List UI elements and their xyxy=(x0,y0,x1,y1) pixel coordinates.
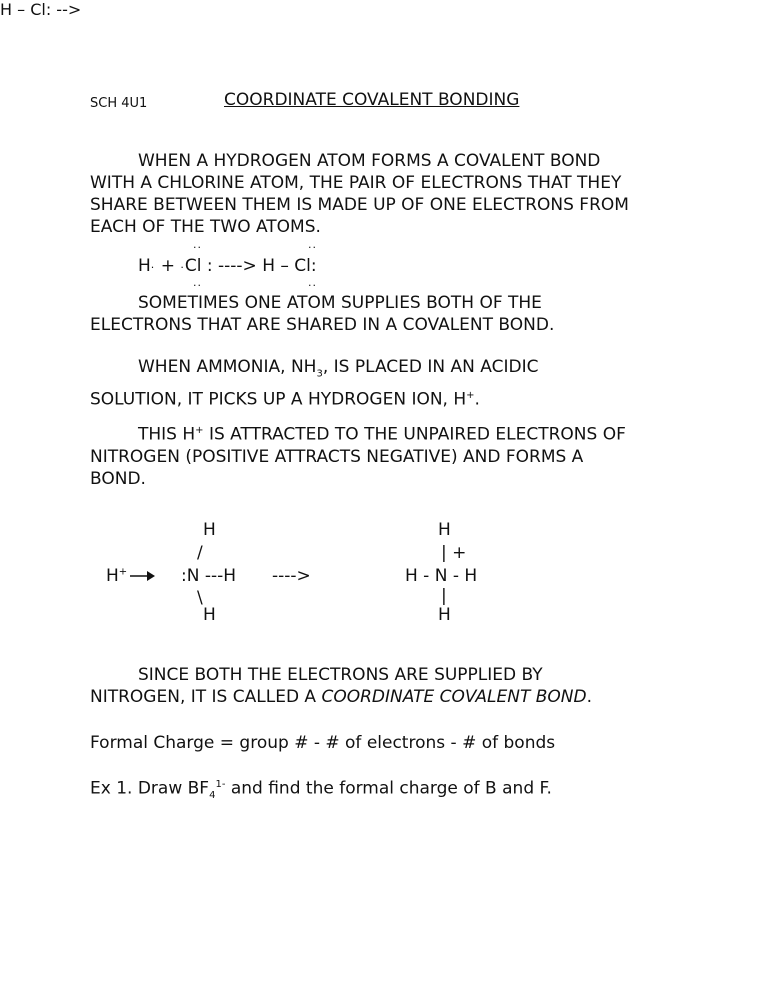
product-lone-pair-bottom: ·· xyxy=(308,279,317,292)
text-line: and find the formal charge of B and F. xyxy=(225,778,552,799)
nh4-bottom-h: H xyxy=(438,605,451,625)
arrow-icon xyxy=(130,568,156,584)
text-line: . xyxy=(586,687,592,707)
eq-h: H xyxy=(138,256,151,276)
cl-lone-pair-top: ·· xyxy=(193,241,202,254)
eq-cl-pair: : xyxy=(206,256,213,276)
text-line: NITROGEN, IT IS CALLED A xyxy=(90,687,322,707)
nh3-slash: / xyxy=(197,543,203,563)
text-line: WHEN A HYDROGEN ATOM FORMS A COVALENT BOND xyxy=(138,151,601,171)
text-line: SOLUTION, IT PICKS UP A HYDROGEN ION, H xyxy=(90,390,467,411)
cl-lone-pair-bottom: ·· xyxy=(193,279,202,292)
nh3-center: :N ---H xyxy=(181,566,237,586)
hplus-symbol: H xyxy=(106,566,119,586)
eq-arrow: ----> xyxy=(218,256,257,276)
eq-h-electron: · xyxy=(150,261,156,274)
term-emphasis: COORDINATE COVALENT BOND xyxy=(321,687,587,707)
text-line: SINCE BOTH THE ELECTRONS ARE SUPPLIED BY xyxy=(138,665,543,685)
reaction-arrow: ----> xyxy=(272,566,311,586)
superscript: 1- xyxy=(215,779,226,790)
nh3-backslash: \ xyxy=(197,588,203,608)
nh4-center: H - N - H xyxy=(405,566,478,586)
paragraph-definition xyxy=(90,664,592,708)
text-line: Ex 1. Draw BF xyxy=(90,778,210,799)
product-lone-pair-top: ·· xyxy=(308,241,317,254)
nh3-top-h: H xyxy=(203,520,216,540)
course-code: SCH 4U1 xyxy=(90,96,148,111)
text-line: SHARE BETWEEN THEM IS MADE UP OF ONE ELECTRONS FROM xyxy=(90,195,629,215)
hplus-charge: + xyxy=(118,566,128,578)
text-line: THIS H xyxy=(138,424,196,445)
text-line: NITROGEN (POSITIVE ATTRACTS NEGATIVE) AND FORMS A xyxy=(90,446,584,467)
nh4-top-h: H xyxy=(438,520,451,540)
text-line: ELECTRONS THAT ARE SHARED IN A COVALENT BOND. xyxy=(90,315,555,335)
hydrogen-ion xyxy=(106,566,127,586)
text-line: , IS PLACED IN AN ACIDIC xyxy=(322,357,539,377)
text-line: WHEN AMMONIA, NH xyxy=(138,357,317,377)
formal-charge-formula: Formal Charge = group # - # of electrons - # of bonds xyxy=(90,733,556,753)
eq-plus: + xyxy=(160,256,175,276)
text-line: EACH OF THE TWO ATOMS. xyxy=(90,217,321,237)
text-line: WITH A CHLORINE ATOM, THE PAIR OF ELECTRONS THAT THEY xyxy=(90,173,622,193)
nh4-bond-charge: | + xyxy=(441,543,467,563)
paragraph-attraction xyxy=(90,420,626,490)
example-question xyxy=(90,774,552,807)
text-line: . xyxy=(474,390,480,411)
nh3-bottom-h: H xyxy=(203,605,216,625)
text-line: IS ATTRACTED TO THE UNPAIRED ELECTRONS OF xyxy=(203,424,626,445)
nh4-bond: | xyxy=(441,586,447,606)
paragraph-both-electrons xyxy=(90,292,554,336)
subscript: 3 xyxy=(316,368,323,380)
hcl-equation xyxy=(138,256,317,276)
superscript: + xyxy=(466,390,475,402)
superscript: + xyxy=(195,425,204,436)
paragraph-ammonia xyxy=(90,356,538,411)
paragraph-hydrogen-chlorine xyxy=(90,150,629,238)
eq-cl-electron: · xyxy=(180,261,185,274)
subscript: 4 xyxy=(209,790,216,802)
eq-product: H – Cl: xyxy=(262,256,317,276)
eq-cl: Cl xyxy=(184,256,202,276)
text-line: BOND. xyxy=(90,468,146,489)
text-line: SOMETIMES ONE ATOM SUPPLIES BOTH OF THE xyxy=(138,293,542,313)
page-title: COORDINATE COVALENT BONDING xyxy=(224,90,520,110)
